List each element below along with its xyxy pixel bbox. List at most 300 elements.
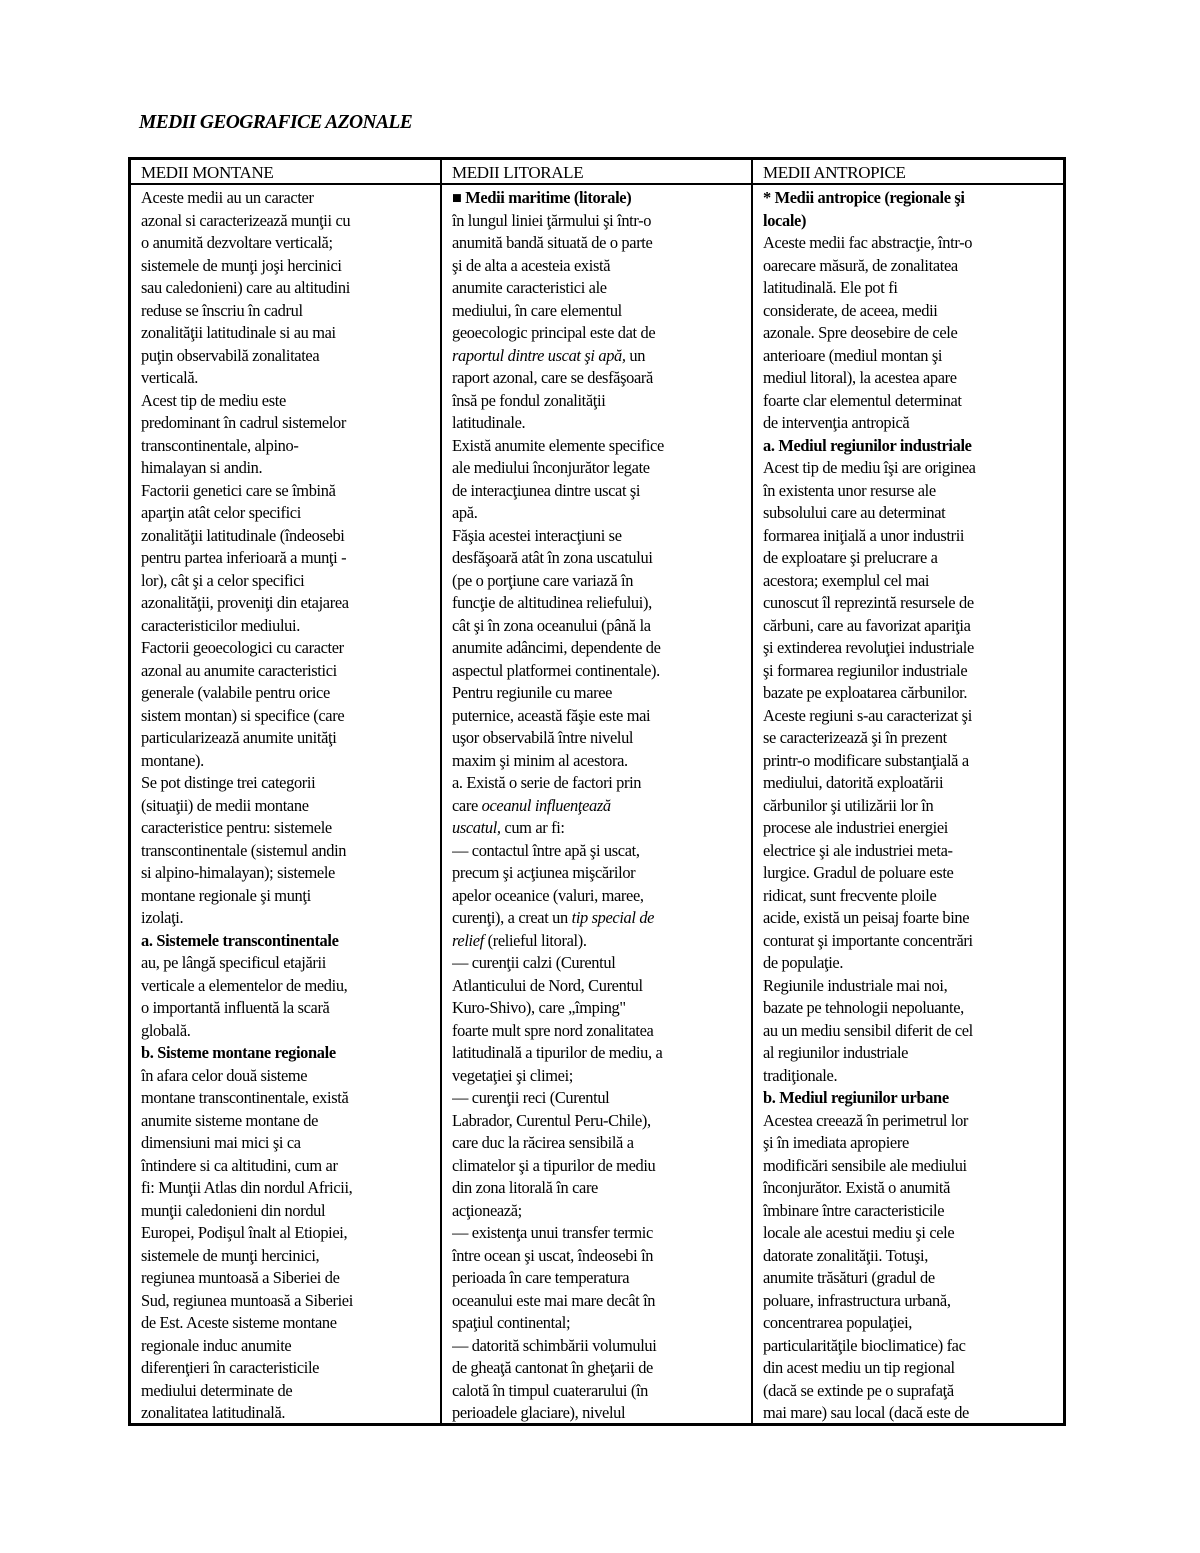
text-line <box>452 345 741 368</box>
text-line <box>763 952 1053 975</box>
text-segment: cărbuni, care au favorizat apariţia <box>763 615 971 635</box>
text-segment: cărbunilor şi utilizării lor în <box>763 795 934 815</box>
text-line <box>763 1380 1053 1403</box>
text-segment: aspectul platformei continentale). <box>452 660 660 680</box>
text-segment: funcţie de altitudinea reliefului), <box>452 593 652 612</box>
text-line <box>763 795 1053 818</box>
text-segment: ridicat, sunt frecvente ploile <box>763 885 937 905</box>
text-line <box>452 750 741 773</box>
text-segment: al regiunilor industriale <box>763 1043 909 1062</box>
text-line <box>763 1042 1053 1065</box>
text-line <box>141 862 430 885</box>
text-segment: întindere si ca altitudini, cum ar <box>141 1155 338 1175</box>
text-line <box>452 322 741 345</box>
text-line <box>141 840 430 863</box>
text-line <box>452 1155 741 1178</box>
text-line <box>452 1177 741 1200</box>
table-header-row <box>130 159 1065 185</box>
text-line <box>141 1065 430 1088</box>
text-line <box>452 1087 741 1110</box>
text-segment: din zona litorală în care <box>452 1178 598 1197</box>
text-segment: Kuro-Shivo), care „împing" <box>452 998 626 1017</box>
text-segment: regiunea muntoasă a Siberiei de <box>141 1268 340 1287</box>
text-line <box>141 750 430 773</box>
text-line <box>141 232 430 255</box>
text-segment: din acest mediu un tip regional <box>763 1358 955 1377</box>
text-segment: verticală. <box>141 368 199 387</box>
text-segment: Atlanticului de Nord, Curentul <box>452 975 643 995</box>
italic-text: relief <box>452 930 484 950</box>
italic-text: uscatul, <box>452 818 501 837</box>
text-segment: sistemele de munţi joşi hercinici <box>141 255 342 275</box>
text-line <box>141 1132 430 1155</box>
text-segment: Aceste medii fac abstracţie, într-o <box>763 233 973 252</box>
text-line <box>141 255 430 278</box>
text-line <box>763 750 1053 773</box>
text-line <box>141 885 430 908</box>
text-segment: printr-o modificare substanţială a <box>763 750 969 770</box>
column-text-montane <box>141 187 430 1423</box>
text-line <box>141 277 430 300</box>
text-segment: în existenta unor resurse ale <box>763 480 936 500</box>
text-segment: generale (valabile pentru orice <box>141 683 330 702</box>
text-line <box>452 1132 741 1155</box>
text-segment: de Est. Aceste sisteme montane <box>141 1313 337 1332</box>
text-segment: montane transcontinentale, există <box>141 1088 349 1107</box>
text-line <box>452 660 741 683</box>
text-segment: vegetaţiei şi climei; <box>452 1065 573 1085</box>
text-line <box>141 975 430 998</box>
text-line <box>141 457 430 480</box>
text-line <box>763 187 1053 210</box>
text-segment: anterioare (mediul montan şi <box>763 345 943 365</box>
text-line <box>452 1312 741 1335</box>
text-segment: subsolului care au determinat <box>763 503 946 522</box>
text-segment: înconjurător. Există o anumită <box>763 1178 951 1197</box>
text-line <box>763 1222 1053 1245</box>
text-segment: globală. <box>141 1020 191 1040</box>
text-segment: şi de alta a acesteia există <box>452 255 611 275</box>
text-line <box>141 907 430 930</box>
text-segment: Acest tip de mediu este <box>141 390 286 410</box>
text-line <box>763 975 1053 998</box>
text-segment: predominant în cadrul sistemelor <box>141 413 347 432</box>
text-line <box>141 1200 430 1223</box>
text-segment: himalayan si andin. <box>141 458 263 477</box>
header-medii-antropice: MEDII ANTROPICE <box>752 159 1065 185</box>
text-line <box>763 1132 1053 1155</box>
text-line <box>763 772 1053 795</box>
text-line <box>452 592 741 615</box>
text-segment: cunoscut îl reprezintă resursele de <box>763 593 974 612</box>
text-line <box>452 930 741 953</box>
text-line <box>141 660 430 683</box>
text-segment: transcontinentale (sistemul andin <box>141 840 347 860</box>
text-line <box>452 795 741 818</box>
document-title: MEDII GEOGRAFICE AZONALE <box>139 112 413 133</box>
text-segment: oceanului este mai mare decât în <box>452 1290 656 1310</box>
text-segment: acide, există un peisaj foarte bine <box>763 908 970 927</box>
text-line <box>763 345 1053 368</box>
text-segment: geoecologic principal este dat de <box>452 323 656 342</box>
text-segment: Acestea creează în perimetrul lor <box>763 1110 969 1130</box>
text-line <box>763 1087 1053 1110</box>
text-segment: electrice şi ale industriei meta- <box>763 840 953 860</box>
bold-text: * Medii antropice (regionale şi <box>763 188 965 207</box>
text-line <box>452 705 741 728</box>
text-line <box>452 907 741 930</box>
text-segment: oarecare măsură, de zonalitatea <box>763 255 958 275</box>
text-segment: apă. <box>452 503 478 522</box>
text-segment: reduse se înscriu în cadrul <box>141 300 303 320</box>
text-segment: uşor observabilă între nivelul <box>452 728 634 747</box>
text-segment: latitudinale. <box>452 413 526 432</box>
text-line <box>452 187 741 210</box>
text-segment: acestora; exemplul cel mai <box>763 570 930 590</box>
text-segment: maxim şi minim al acestora. <box>452 750 628 770</box>
text-line <box>141 997 430 1020</box>
text-line <box>452 255 741 278</box>
text-line <box>763 840 1053 863</box>
text-line <box>763 525 1053 548</box>
text-line <box>452 862 741 885</box>
text-line <box>141 187 430 210</box>
text-segment: zonalităţii latitudinale (îndeosebi <box>141 525 345 545</box>
text-segment: Aceste medii au un caracter <box>141 188 314 207</box>
text-segment: calotă în timpul cuaterarului (în <box>452 1380 648 1400</box>
text-line <box>452 1200 741 1223</box>
text-line <box>452 772 741 795</box>
text-segment: bazate pe tehnologii nepoluante, <box>763 998 964 1017</box>
text-segment: — datorită schimbării volumului <box>452 1335 657 1355</box>
text-line <box>763 367 1053 390</box>
text-line <box>452 1245 741 1268</box>
text-line <box>141 300 430 323</box>
italic-text: tip special de <box>571 908 655 927</box>
text-line <box>452 390 741 413</box>
text-line <box>763 705 1053 728</box>
text-segment: regionale induc anumite <box>141 1335 292 1355</box>
text-line <box>763 930 1053 953</box>
text-line <box>452 1290 741 1313</box>
text-segment: (situaţii) de medii montane <box>141 795 309 815</box>
text-line <box>452 1380 741 1403</box>
text-segment: (dacă se extinde pe o suprafaţă <box>763 1380 954 1400</box>
text-line <box>763 1290 1053 1313</box>
text-line <box>763 1065 1053 1088</box>
text-line <box>763 210 1053 233</box>
text-line <box>452 1222 741 1245</box>
text-segment: Pentru regiunile cu maree <box>452 683 613 702</box>
text-line <box>763 435 1053 458</box>
text-line <box>763 1110 1053 1133</box>
text-line <box>763 1155 1053 1178</box>
text-line <box>452 480 741 503</box>
text-segment: sistem montan) si specifice (care <box>141 705 345 725</box>
text-segment: perioada în care temperatura <box>452 1268 630 1287</box>
italic-text: oceanul influenţează <box>481 795 611 815</box>
table-body-row <box>130 184 1065 1425</box>
text-segment: apelor oceanice (valuri, maree, <box>452 885 644 905</box>
text-line <box>763 300 1053 323</box>
text-segment: precum şi acţiunea mişcărilor <box>452 863 636 882</box>
text-line <box>452 637 741 660</box>
text-segment: cât şi în zona oceanului (până la <box>452 615 651 635</box>
text-line <box>452 435 741 458</box>
text-segment: în lungul liniei ţărmului şi într-o <box>452 210 652 230</box>
text-line <box>452 502 741 525</box>
text-line <box>452 1357 741 1380</box>
text-segment: perioadele glaciare), nivelul <box>452 1403 626 1422</box>
text-line <box>452 547 741 570</box>
column-text-antropice <box>763 187 1053 1423</box>
bold-text: b. Sisteme montane regionale <box>141 1043 336 1062</box>
text-line <box>452 727 741 750</box>
text-segment: foarte mult spre nord zonalitatea <box>452 1020 654 1040</box>
text-segment: latitudinală a tipurilor de mediu, a <box>452 1043 663 1062</box>
text-segment: desfăşoară atât în zona uscatului <box>452 548 653 567</box>
text-line <box>141 952 430 975</box>
text-line <box>763 727 1053 750</box>
text-line <box>763 322 1053 345</box>
text-segment: între ocean şi uscat, îndeosebi în <box>452 1245 654 1265</box>
text-line <box>452 570 741 593</box>
text-segment: conturat şi importante concentrări <box>763 930 973 950</box>
text-segment: în afara celor două sisteme <box>141 1065 308 1085</box>
text-line <box>452 840 741 863</box>
text-line <box>763 502 1053 525</box>
text-line <box>763 480 1053 503</box>
text-line <box>452 885 741 908</box>
text-segment: procese ale industriei energiei <box>763 818 948 837</box>
text-segment: anumite adâncimi, dependente de <box>452 638 661 657</box>
text-segment: Acest tip de mediu îşi are originea <box>763 458 976 477</box>
text-segment: Factorii genetici care se îmbină <box>141 480 336 500</box>
text-line <box>763 660 1053 683</box>
text-line <box>452 232 741 255</box>
text-line <box>452 1267 741 1290</box>
text-line <box>141 1042 430 1065</box>
text-line <box>141 390 430 413</box>
text-line <box>763 1020 1053 1043</box>
text-line <box>763 997 1053 1020</box>
text-segment: azonal si caracterizează munţii cu <box>141 210 351 230</box>
text-line <box>763 817 1053 840</box>
text-segment: — curenţii calzi (Curentul <box>452 953 616 972</box>
text-line <box>141 1245 430 1268</box>
text-line <box>763 547 1053 570</box>
text-line <box>141 1267 430 1290</box>
text-line <box>763 1335 1053 1358</box>
text-line <box>452 277 741 300</box>
text-line <box>141 1312 430 1335</box>
text-line <box>141 1177 430 1200</box>
text-segment: munţii caledonieni din nordul <box>141 1200 326 1220</box>
text-line <box>141 930 430 953</box>
text-line <box>763 1200 1053 1223</box>
text-line <box>141 502 430 525</box>
text-segment: mediului, datorită exploatării <box>763 773 944 792</box>
text-segment: însă pe fondul zonalităţii <box>452 390 606 410</box>
text-line <box>141 480 430 503</box>
text-segment: mediului, în care elementul <box>452 300 622 320</box>
text-segment: o anumită dezvoltare verticală; <box>141 233 333 252</box>
text-segment: puternice, această făşie este mai <box>452 705 651 725</box>
text-segment: Factorii geoecologici cu caracter <box>141 638 344 657</box>
text-line <box>452 367 741 390</box>
text-segment: (relieful litoral). <box>483 930 587 950</box>
text-line <box>763 1267 1053 1290</box>
text-segment: zonalităţii latitudinale si au mai <box>141 323 336 342</box>
environments-table <box>128 157 1066 1426</box>
text-segment: se caracterizează şi în prezent <box>763 728 947 747</box>
text-line <box>141 525 430 548</box>
text-segment: puţin observabilă zonalitatea <box>141 345 320 365</box>
text-segment: Făşia acestei interacţiuni se <box>452 525 622 545</box>
text-line <box>763 1245 1053 1268</box>
text-line <box>452 997 741 1020</box>
text-segment: caracteristice pentru: sistemele <box>141 818 332 837</box>
text-line <box>452 817 741 840</box>
text-line <box>763 682 1053 705</box>
bold-text: a. Sistemele transcontinentale <box>141 930 339 950</box>
text-line <box>763 1177 1053 1200</box>
text-line <box>763 255 1053 278</box>
text-segment: Sud, regiunea muntoasă a Siberiei <box>141 1290 353 1310</box>
text-line <box>452 615 741 638</box>
text-line <box>452 210 741 233</box>
text-segment: diferenţieri în caracteristicile <box>141 1358 320 1377</box>
text-segment: azonale. Spre deosebire de cele <box>763 323 958 342</box>
text-line <box>141 795 430 818</box>
text-segment: — existenţa unui transfer termic <box>452 1223 653 1242</box>
text-segment: poluare, infrastructura urbană, <box>763 1290 951 1310</box>
text-segment: lor), cât şi a celor specifici <box>141 570 305 590</box>
text-line <box>141 1155 430 1178</box>
text-segment: montane). <box>141 750 204 770</box>
text-segment: considerate, de aceea, medii <box>763 300 938 320</box>
text-line <box>763 232 1053 255</box>
text-segment: de gheaţă cantonat în gheţarii de <box>452 1358 653 1377</box>
text-segment: montane regionale şi munţi <box>141 885 311 905</box>
text-line <box>141 1380 430 1403</box>
text-line <box>763 457 1053 480</box>
text-segment: azonalităţii, proveniţi din etajarea <box>141 593 349 612</box>
text-line <box>763 1402 1053 1423</box>
text-line <box>141 1222 430 1245</box>
text-segment: Labrador, Curentul Peru-Chile), <box>452 1110 651 1130</box>
text-line <box>141 592 430 615</box>
text-line <box>452 952 741 975</box>
text-segment: verticale a elementelor de mediu, <box>141 975 348 995</box>
text-segment: o importantă influentă la scară <box>141 998 330 1017</box>
text-segment: un <box>625 345 646 365</box>
text-segment: zonalitatea latitudinală. <box>141 1403 286 1422</box>
text-line <box>452 975 741 998</box>
text-line <box>452 1065 741 1088</box>
text-segment: aparţin atât celor specifici <box>141 503 301 522</box>
text-segment: îmbinare între caracteristicile <box>763 1200 945 1220</box>
text-line <box>141 412 430 435</box>
text-line <box>763 907 1053 930</box>
cell-medii-litorale <box>441 184 752 1425</box>
text-segment: de populaţie. <box>763 953 844 972</box>
text-line <box>763 592 1053 615</box>
bold-text: a. Mediul regiunilor industriale <box>763 435 972 455</box>
header-medii-litorale: MEDII LITORALE <box>441 159 752 185</box>
text-segment: si alpino-himalayan); sistemele <box>141 863 335 882</box>
text-line <box>452 682 741 705</box>
text-segment: şi formarea regiunilor industriale <box>763 660 968 680</box>
text-segment: lurgice. Gradul de poluare este <box>763 863 954 882</box>
text-segment: cum ar fi: <box>500 818 565 837</box>
text-line <box>452 1335 741 1358</box>
text-segment: şi în imediata apropiere <box>763 1133 909 1152</box>
text-line <box>141 727 430 750</box>
text-segment: — contactul între apă şi uscat, <box>452 840 640 860</box>
text-segment: Regiunile industriale mai noi, <box>763 975 948 995</box>
text-segment: anumită bandă situată de o parte <box>452 233 653 252</box>
text-line <box>141 322 430 345</box>
text-segment: şi extinderea revoluţiei industriale <box>763 638 974 657</box>
text-line <box>763 1357 1053 1380</box>
text-line <box>763 637 1053 660</box>
text-segment: locale ale acestui mediu şi cele <box>763 1223 955 1242</box>
text-line <box>141 1335 430 1358</box>
text-line <box>141 570 430 593</box>
text-segment: raport azonal, care se desfăşoară <box>452 368 653 387</box>
text-line <box>763 885 1053 908</box>
text-line <box>452 457 741 480</box>
text-segment: au, pe lângă specificul etajării <box>141 953 326 972</box>
text-segment: anumite caracteristici ale <box>452 278 607 297</box>
text-line <box>452 525 741 548</box>
text-segment: sau caledonieni) care au altitudini <box>141 278 350 297</box>
text-line <box>141 547 430 570</box>
text-line <box>141 637 430 660</box>
text-segment: (pe o porţiune care variază în <box>452 570 634 590</box>
text-segment: formarea iniţială a unor industrii <box>763 525 965 545</box>
cell-medii-montane <box>130 184 442 1425</box>
text-line <box>141 1110 430 1133</box>
text-line <box>141 615 430 638</box>
text-segment: tradiţionale. <box>763 1065 838 1085</box>
text-segment: concentrarea populaţiei, <box>763 1313 913 1332</box>
text-line <box>141 817 430 840</box>
text-segment: Se pot distinge trei categorii <box>141 773 316 792</box>
text-segment: Europei, Podişul înalt al Etiopiei, <box>141 1223 348 1242</box>
text-line <box>141 210 430 233</box>
text-line <box>141 345 430 368</box>
text-segment: particularităţile bioclimatice) fac <box>763 1335 966 1355</box>
bold-text: locale) <box>763 210 807 230</box>
text-segment: pentru partea inferioară a munţi - <box>141 548 347 567</box>
text-segment: izolaţi. <box>141 908 184 927</box>
text-line <box>763 277 1053 300</box>
text-line <box>141 1020 430 1043</box>
text-segment: sistemele de munţi hercinici, <box>141 1245 320 1265</box>
text-line <box>763 570 1053 593</box>
text-segment: de interacţiunea dintre uscat şi <box>452 480 641 500</box>
text-line <box>141 367 430 390</box>
bold-text: ■ Medii maritime (litorale) <box>452 188 632 207</box>
text-line <box>141 705 430 728</box>
text-segment: transcontinentale, alpino- <box>141 435 299 455</box>
text-segment: ale mediului înconjurător legate <box>452 458 650 477</box>
bold-text: b. Mediul regiunilor urbane <box>763 1088 949 1107</box>
text-segment: mai mare) sau local (dacă este de <box>763 1403 969 1422</box>
column-text-litorale <box>452 187 741 1423</box>
